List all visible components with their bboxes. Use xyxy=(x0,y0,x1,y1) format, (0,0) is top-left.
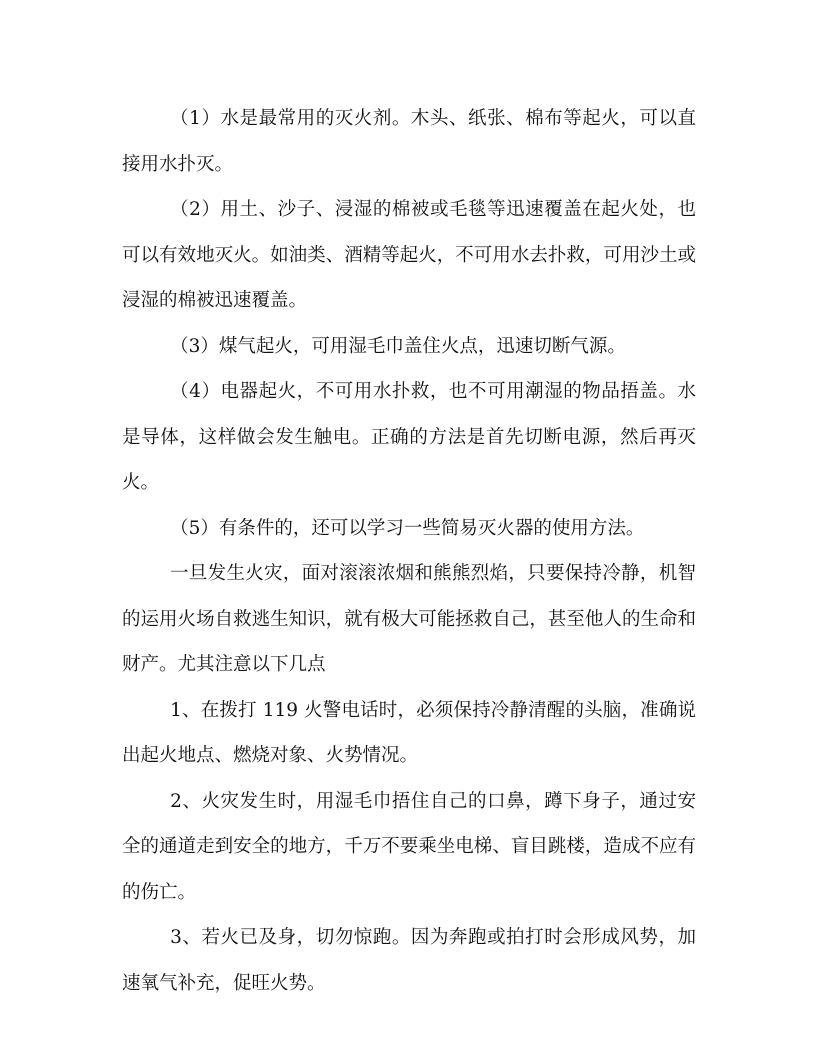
paragraph-6: 一旦发生火灾，面对滚滚浓烟和熊熊烈焰，只要保持冷静，机智的运用火场自救逃生知识，就有极大可能拯救自己，甚至他人的生命和财产。尤其注意以下几点 xyxy=(122,563,696,675)
paragraph-9: 3、若火已及身，切勿惊跑。因为奔跑或拍打时会形成风势，加速氧气补充，促旺火势。 xyxy=(122,927,696,994)
paragraph-5: （5）有条件的，还可以学习一些简易灭火器的使用方法。 xyxy=(170,517,645,539)
paragraph-1: （1）水是最常用的灭火剂。木头、纸张、棉布等起火，可以直接用水扑灭。 xyxy=(122,108,696,175)
paragraph-7: 1、在拨打 119 火警电话时，必须保持冷静清醒的头脑，准确说出起火地点、燃烧对象、火势情况。 xyxy=(122,699,696,766)
paragraph-3: （3）煤气起火，可用湿毛巾盖住火点，迅速切断气源。 xyxy=(170,335,626,357)
paragraph-8: 2、火灾发生时，用湿毛巾捂住自己的口鼻，蹲下身子，通过安全的通道走到安全的地方，千万不要乘坐电梯、盲目跳楼，造成不应有的伤亡。 xyxy=(122,790,696,903)
paragraph-2: （2）用土、沙子、浸湿的棉被或毛毯等迅速覆盖在起火处，也可以有效地灭火。如油类、酒精等起火，不可用水去扑救，可用沙土或浸湿的棉被迅速覆盖。 xyxy=(122,199,696,311)
document-body xyxy=(122,96,696,1006)
paragraph-4: （4）电器起火，不可用水扑救，也不可用潮湿的物品捂盖。水是导体，这样做会发生触电。正确的方法是首先切断电源，然后再灭火。 xyxy=(122,381,696,493)
